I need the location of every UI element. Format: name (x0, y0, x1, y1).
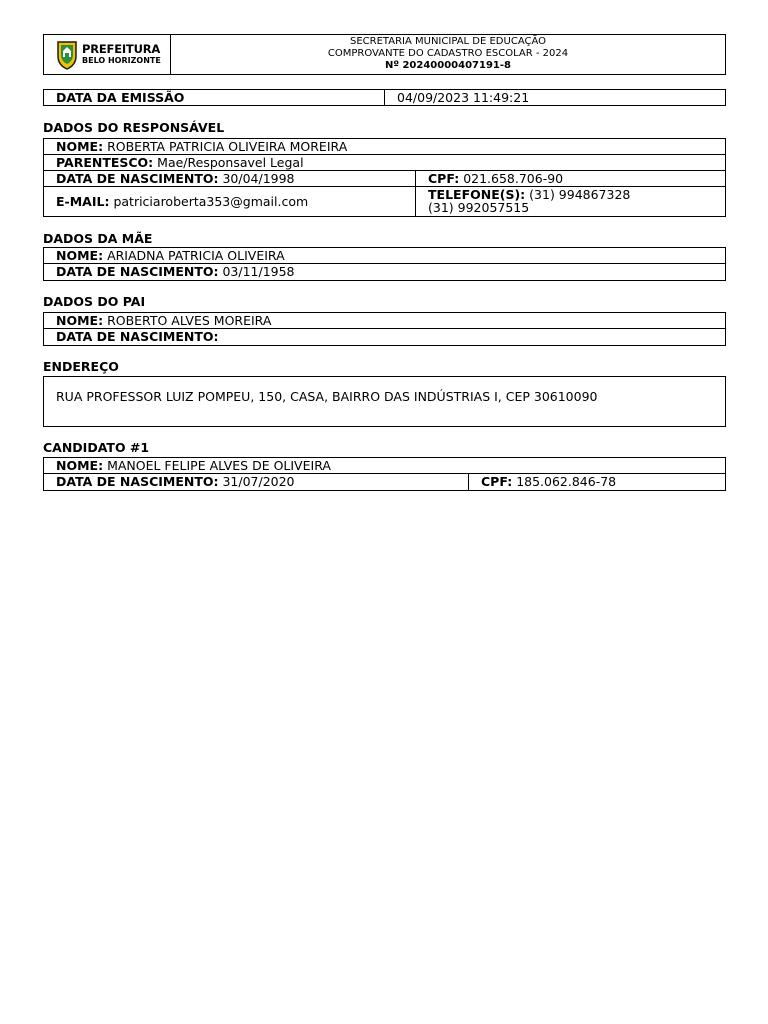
cand-nasc-label: DATA DE NASCIMENTO: (56, 474, 219, 489)
mae-table (43, 247, 726, 281)
endereco-value: RUA PROFESSOR LUIZ POMPEU, 150, CASA, BAIRRO DAS INDÚSTRIAS I, CEP 30610090 (56, 389, 598, 404)
city-crest-icon (56, 39, 78, 71)
logo-title: PREFEITURA (82, 41, 161, 56)
emission-label: DATA DA EMISSÃO (56, 90, 185, 105)
section-title-mae: DADOS DA MÃE (43, 231, 153, 246)
document-header (43, 34, 726, 75)
resp-nome-label: NOME: (56, 139, 104, 154)
candidato-table (43, 457, 726, 491)
cand-nome-label: NOME: (56, 458, 104, 473)
pai-table (43, 312, 726, 346)
header-department: SECRETARIA MUNICIPAL DE EDUCAÇÃO (350, 36, 546, 47)
cand-cpf-value: 185.062.846-78 (516, 474, 617, 489)
resp-nasc-value: 30/04/1998 (222, 171, 295, 186)
mae-nasc-value: 03/11/1958 (222, 264, 295, 279)
emission-value: 04/09/2023 11:49:21 (397, 90, 530, 105)
logo-subtitle: BELO HORIZONTE (82, 55, 161, 65)
resp-email-label: E-MAIL: (56, 194, 110, 209)
cand-cpf-label: CPF: (481, 474, 513, 489)
resp-email-value: patriciaroberta353@gmail.com (113, 194, 309, 209)
mae-nasc-label: DATA DE NASCIMENTO: (56, 264, 219, 279)
header-info (171, 35, 725, 74)
resp-cpf-label: CPF: (428, 171, 460, 186)
resp-parentesco-label: PARENTESCO: (56, 155, 154, 170)
resp-telefone-label: TELEFONE(S): (428, 187, 526, 202)
cand-nasc-value: 31/07/2020 (222, 474, 295, 489)
resp-cpf-value: 021.658.706-90 (463, 171, 564, 186)
mae-nome-value: ARIADNA PATRICIA OLIVEIRA (107, 248, 285, 263)
resp-nome-value: ROBERTA PATRICIA OLIVEIRA MOREIRA (107, 139, 348, 154)
section-title-candidato: CANDIDATO #1 (43, 440, 150, 455)
pai-nome-label: NOME: (56, 313, 104, 328)
logo (44, 35, 171, 74)
cand-nome-value: MANOEL FELIPE ALVES DE OLIVEIRA (107, 458, 331, 473)
section-title-endereco: ENDEREÇO (43, 359, 119, 374)
header-document-type: COMPROVANTE DO CADASTRO ESCOLAR - 2024 (327, 48, 569, 59)
responsavel-table (43, 138, 726, 217)
resp-parentesco-value: Mae/Responsavel Legal (157, 155, 304, 170)
pai-nasc-label: DATA DE NASCIMENTO: (56, 329, 219, 344)
header-document-number: Nº 20240000407191-8 (384, 60, 511, 71)
resp-telefone-1: (31) 994867328 (529, 187, 631, 202)
emission-table (43, 89, 726, 106)
mae-nome-label: NOME: (56, 248, 104, 263)
section-title-responsavel: DADOS DO RESPONSÁVEL (43, 120, 225, 135)
pai-nome-value: ROBERTO ALVES MOREIRA (107, 313, 272, 328)
endereco-box (43, 376, 726, 427)
section-title-pai: DADOS DO PAI (43, 294, 146, 309)
resp-telefone-2: (31) 992057515 (428, 200, 530, 215)
resp-nasc-label: DATA DE NASCIMENTO: (56, 171, 219, 186)
